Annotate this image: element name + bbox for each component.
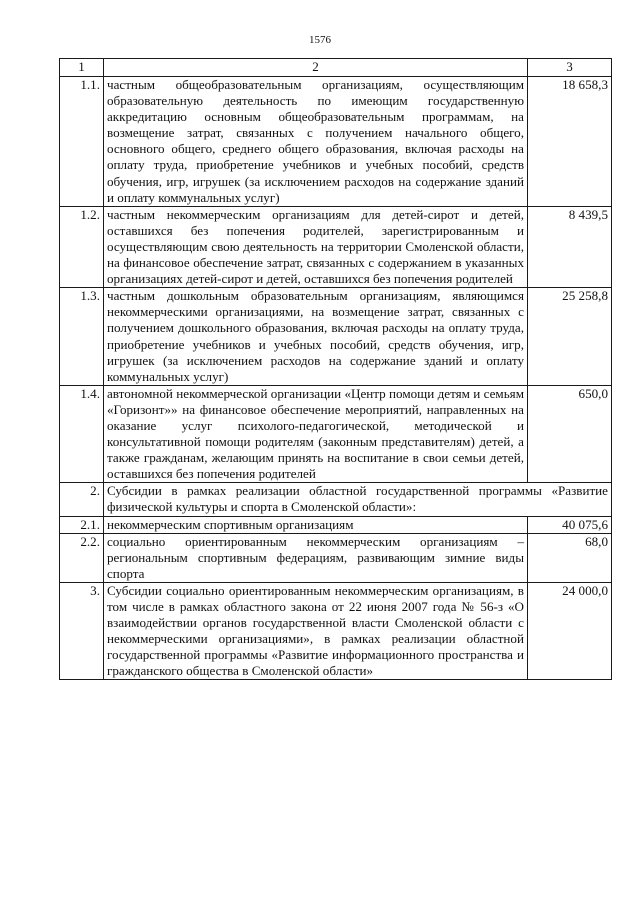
column-header-number: 1 <box>60 59 104 77</box>
row-number: 2.2. <box>60 533 104 582</box>
table-header-row <box>60 59 612 77</box>
column-header-description: 2 <box>104 59 528 77</box>
table-row <box>60 77 612 207</box>
table-section-row <box>60 483 612 516</box>
row-amount: 25 258,8 <box>528 288 612 386</box>
row-description: частным некоммерческим организациям для детей-сирот и детей, оставшихся без попечения родителей, зарегистрированным и осуществляющим свою деятельность на территории Смоленской области, на финансовое обеспечение затрат, связанных с содержанием в указанных организациях детей-сирот и детей, оставшихся без попечения родителей <box>104 206 528 287</box>
table-row <box>60 385 612 483</box>
row-amount: 650,0 <box>528 385 612 483</box>
row-number: 2. <box>60 483 104 516</box>
row-description: частным дошкольным образовательным организациям, являющимся некоммерческими организациями, на возмещение затрат, связанных с получением дошкольного образования, включая расходы на оплату труда, приобретение учебников и учебных пособий, средств обучения, игр, игрушек (за исключением расходов на содержание зданий и оплату коммунальных услуг) <box>104 288 528 386</box>
row-description: автономной некоммерческой организации «Центр помощи детям и семьям «Горизонт»» на финансовое обеспечение мероприятий, направленных на оказание услуг психолого-педагогической, методической и консультативной помощи родителям (законным представителям) детей, а также гражданам, желающим принять на воспитание в свои семьи детей, оставшихся без попечения родителей <box>104 385 528 483</box>
column-header-amount: 3 <box>528 59 612 77</box>
row-description: Субсидии социально ориентированным некоммерческим организациям, в том числе в рамках областного закона от 22 июня 2007 года № 56-з «О взаимодействии органов государственной власти Смоленской области с некоммерческими организациями», в рамках реализации областной государственной программы «Развитие информационного пространства и гражданского общества в Смоленской области» <box>104 582 528 680</box>
table-row <box>60 582 612 680</box>
row-number: 3. <box>60 582 104 680</box>
table-row <box>60 533 612 582</box>
table-row <box>60 206 612 287</box>
row-number: 1.1. <box>60 77 104 207</box>
row-amount: 40 075,6 <box>528 516 612 533</box>
page-number: 1576 <box>309 34 331 46</box>
row-description: некоммерческим спортивным организациям <box>104 516 528 533</box>
table-row <box>60 516 612 533</box>
row-number: 1.3. <box>60 288 104 386</box>
row-description: социально ориентированным некоммерческим организациям – региональным спортивным федерациям, развивающим зимние виды спорта <box>104 533 528 582</box>
row-amount: 18 658,3 <box>528 77 612 207</box>
row-amount: 24 000,0 <box>528 582 612 680</box>
subsidy-table <box>59 58 612 680</box>
row-amount: 68,0 <box>528 533 612 582</box>
row-number: 1.4. <box>60 385 104 483</box>
table-row <box>60 288 612 386</box>
row-number: 1.2. <box>60 206 104 287</box>
row-amount: 8 439,5 <box>528 206 612 287</box>
row-description: частным общеобразовательным организациям, осуществляющим образовательную деятельность по имеющим государственную аккредитацию основным общеобразовательным программам, на возмещение затрат, связанных с получением начального общего, основного общего, среднего общего образования, включая расходы на оплату труда, приобретение учебников и учебных пособий, средств обучения, игр, игрушек (за исключением расходов на содержание зданий и оплату коммунальных услуг) <box>104 77 528 207</box>
section-description: Субсидии в рамках реализации областной государственной программы «Развитие физической культуры и спорта в Смоленской области»: <box>104 483 612 516</box>
row-number: 2.1. <box>60 516 104 533</box>
